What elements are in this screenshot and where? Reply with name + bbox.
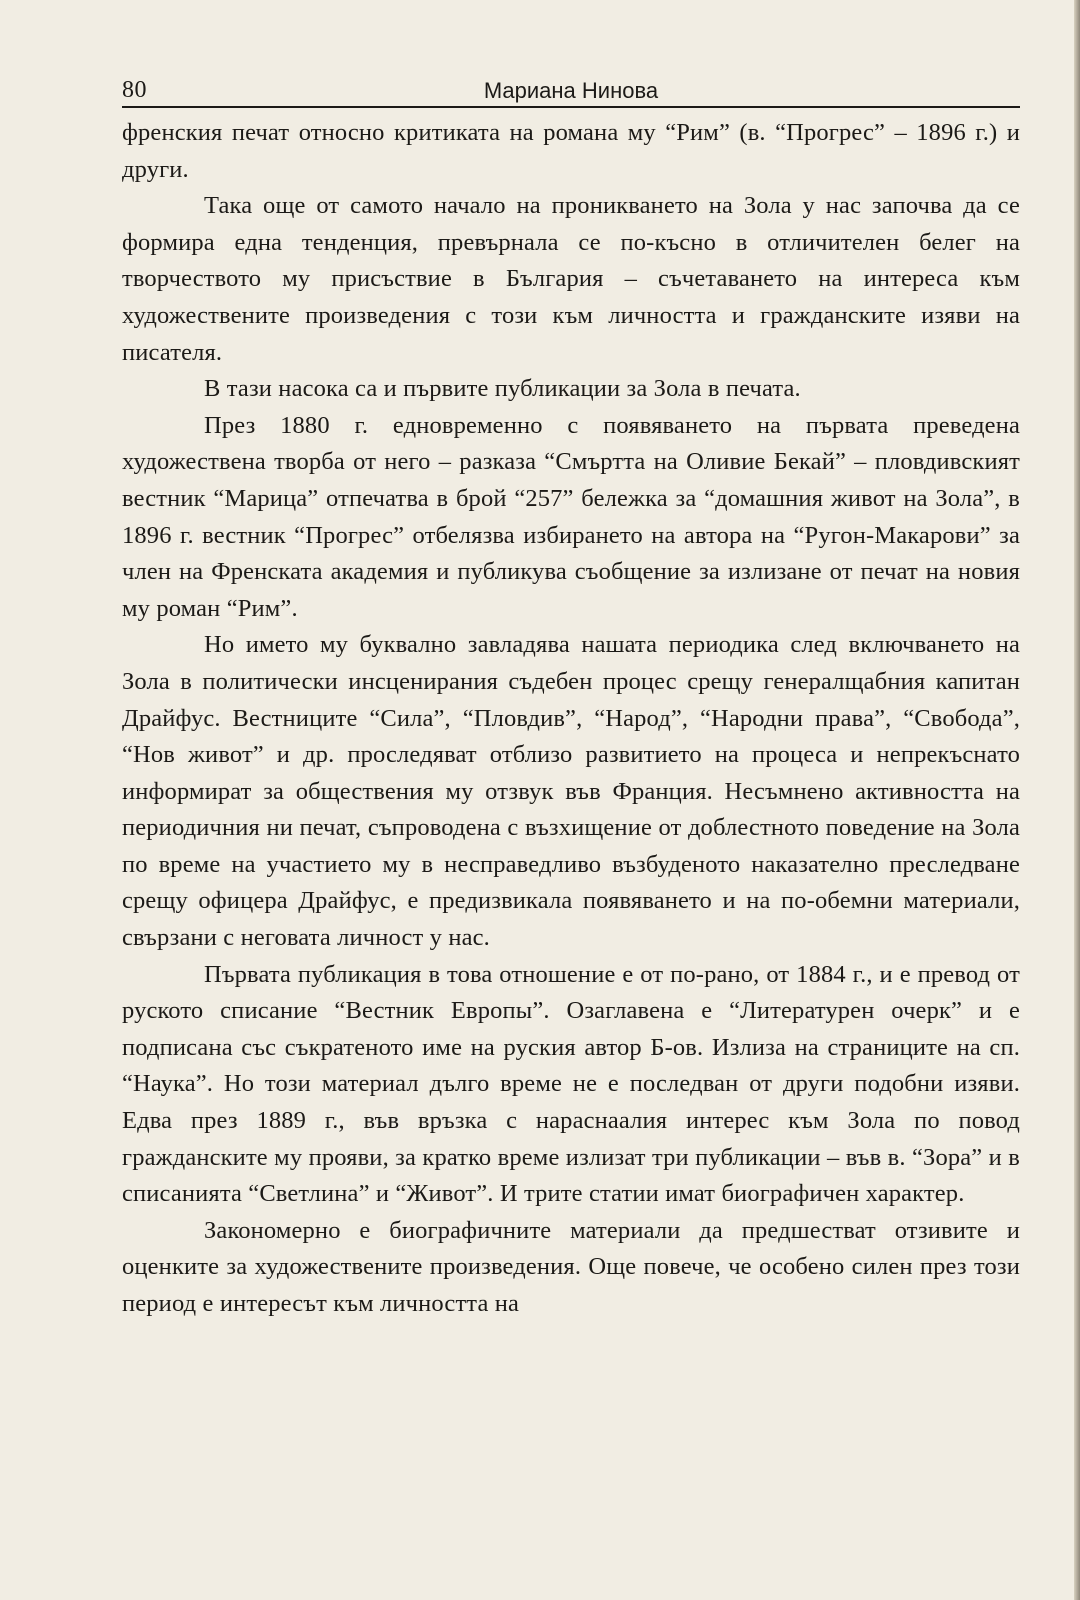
page-edge-shadow (1074, 0, 1080, 1600)
running-head-author: Мариана Нинова (483, 78, 659, 103)
body-text (122, 115, 1020, 1323)
page-header (122, 76, 1020, 108)
paragraph: Закономерно е биографичните материали да предшестват отзивите и оценките за художествените произведения. Още повече, че особено силен през този период е интересът към личността на (122, 1216, 1020, 1317)
paragraph-continuation: френския печат относно критиката на романа му “Рим” (в. “Прогрес” – 1896 г.) и други. (122, 119, 1020, 183)
paragraph: В тази насока са и първите публикации за Зола в печата. (204, 375, 801, 403)
paragraph: Първата публикация в това отношение е от по-рано, от 1884 г., и е превод от руското списание “Вестник Европы”. Озаглавена е “Литературен очерк” и е подписана със съкратеното име на руския автор Б-ов. Излиза на страниците на сп. “Наука”. Но този материал дълго време не е последван от други подобни изяви. Едва през 1889 г., във връзка с нараснаалия интерес към Зола по повод гражданските му прояви, за кратко време излизат три публикации – във в. “Зора” и в списанията “Светлина” и “Живот”. И трите статии имат биографичен характер. (122, 960, 1020, 1208)
paragraph: Но името му буквално завладява нашата периодика след включването на Зола в политически инсценирания съдебен процес срещу генералщабния капитан Драйфус. Вестниците “Сила”, “Пловдив”, “Народ”, “Народни права”, “Свобода”, “Нов живот” и др. проследяват отблизо развитието на процеса и непрекъснато информират за обществения му отзвук във Франция. Несъмнено активността на периодичния ни печат, съпроводена с възхищение от доблестното поведение на Зола по време на участието му в несправедливо възбуденото наказателно преследване срещу офицера Драйфус, е предизвикала появяването и на по-обемни материали, свързани с неговата личност у нас. (122, 631, 1020, 952)
paragraph: Така още от самото начало на проникването на Зола у нас започва да се формира една тенденция, превърнала се по-късно в отличителен белег на творчеството му присъствие в България – съчетаването на интереса към художествените произведения с този към личността и гражданските изяви на писателя. (122, 192, 1020, 366)
page-number: 80 (122, 77, 147, 103)
paragraph: През 1880 г. едновременно с появяването на първата преведена художествена творба от него – разказа “Смъртта на Оливие Бекай” – пловдивският вестник “Марица” отпечатва в брой “257” бележка за “домашния живот на Зола”, в 1896 г. вестник “Прогрес” отбелязва избирането на автора на “Ругон-Макарови” за член на Френската академия и публикува съобщение за излизане от печат на новия му роман “Рим”. (122, 411, 1020, 622)
